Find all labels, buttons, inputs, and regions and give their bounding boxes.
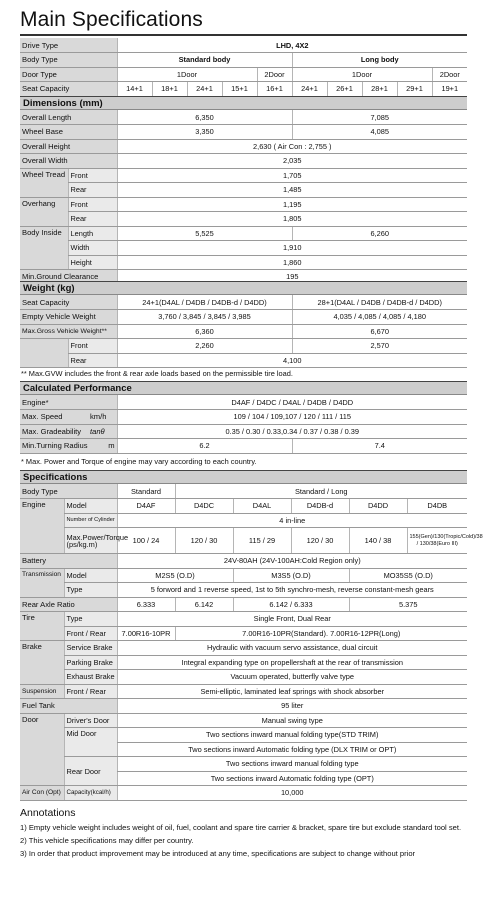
sublabel: Model xyxy=(64,568,117,583)
row-body-type xyxy=(20,53,467,68)
value: 6.142 / 6.333 xyxy=(233,597,349,612)
value: 6,670 xyxy=(292,324,467,339)
row-suspension xyxy=(20,684,467,699)
value: 195 xyxy=(117,270,467,285)
label: Transmission xyxy=(20,568,64,597)
value: LHD, 4X2 xyxy=(117,38,467,53)
value: 7.4 xyxy=(292,439,467,454)
sublabel: Driver's Door xyxy=(64,713,117,728)
value: 2,570 xyxy=(292,339,467,354)
row-door-type xyxy=(20,67,467,82)
row-brake-exhaust xyxy=(20,670,467,685)
row-overall-length xyxy=(20,110,467,125)
row-seat-capacity xyxy=(20,82,467,97)
value: 2,260 xyxy=(117,339,292,354)
value: Single Front, Dual Rear xyxy=(117,612,467,627)
value: 1,705 xyxy=(117,168,467,183)
value: M3S5 (O.D) xyxy=(233,568,349,583)
label: Wheel Tread xyxy=(20,168,68,197)
value: 120 / 30 xyxy=(291,528,349,554)
value: 2,035 xyxy=(117,154,467,169)
row-power xyxy=(20,528,467,554)
value: 29+1 xyxy=(397,82,432,97)
value: 16+1 xyxy=(257,82,292,97)
row-empty-weight xyxy=(20,310,467,325)
value: 24+1 xyxy=(187,82,222,97)
sublabel: Rear xyxy=(68,353,117,368)
value: 4,085 xyxy=(292,125,467,140)
label: Tire xyxy=(20,612,64,641)
specifications-section xyxy=(20,470,483,801)
value: 1Door xyxy=(117,67,257,82)
label: Empty Vehicle Weight xyxy=(20,310,117,325)
sublabel: Service Brake xyxy=(64,641,117,656)
row-gvw-rear xyxy=(20,353,467,368)
value: 28+1(D4AL / D4DB / D4DB-d / D4DD) xyxy=(292,295,467,310)
performance-note: * Max. Power and Torque of engine may vary according to each country. xyxy=(21,456,257,466)
value: 2,630 ( Air Con : 2,755 ) xyxy=(117,139,467,154)
value: Long body xyxy=(292,53,467,68)
main-table xyxy=(20,38,467,97)
row-brake-parking xyxy=(20,655,467,670)
sublabel: Front xyxy=(68,197,117,212)
label-blank xyxy=(20,339,68,368)
value: D4AF xyxy=(117,499,175,514)
sublabel: Parking Brake xyxy=(64,655,117,670)
value: MO35S5 (O.D) xyxy=(349,568,467,583)
value: 7.00R16-10PR(Standard). 7.00R16-12PR(Long) xyxy=(175,626,467,641)
row-tire-type xyxy=(20,612,467,627)
sublabel: Front / Rear xyxy=(64,684,117,699)
value: 1,195 xyxy=(117,197,467,212)
label: Drive Type xyxy=(20,38,117,53)
sublabel: Number of Cylinder xyxy=(64,513,117,528)
label: Fuel Tank xyxy=(20,699,117,714)
value: 115 / 29 xyxy=(233,528,291,554)
annotation-item: 3) In order that product improvement may be introduced at any time, specifications are subject to change without prior xyxy=(20,848,416,858)
value: 6,360 xyxy=(117,324,292,339)
label: Max. Speed xyxy=(20,410,88,425)
value: Two sections inward Automatic folding type (OPT) xyxy=(117,771,467,786)
row-axle xyxy=(20,597,467,612)
value: 7.00R16-10PR xyxy=(117,626,175,641)
row-fuel xyxy=(20,699,467,714)
unit: km/h xyxy=(88,410,117,425)
value: 1,485 xyxy=(117,183,467,198)
unit: m xyxy=(88,439,117,454)
row-overhang-front xyxy=(20,197,467,212)
value: M2S5 (O.D) xyxy=(117,568,233,583)
row-gvw-front xyxy=(20,339,467,354)
value: 18+1 xyxy=(152,82,187,97)
unit: tanθ xyxy=(88,424,117,439)
value: 1,805 xyxy=(117,212,467,227)
value: 120 / 30 xyxy=(175,528,233,554)
annotation-item: 1) Empty vehicle weight includes weight of oil, fuel, coolant and spare tire carrier & bracket, spare tire but exclude standard tool set. xyxy=(20,823,462,832)
row-turning-radius xyxy=(20,439,467,454)
value: D4AL xyxy=(233,499,291,514)
label: Max. Gradeability xyxy=(20,424,88,439)
label: Door xyxy=(20,713,64,786)
row-max-speed xyxy=(20,410,467,425)
sublabel: Exhaust Brake xyxy=(64,670,117,685)
page-title: Main Specifications xyxy=(20,8,203,31)
annotation-item: 2) This vehicle specifications may differ per country. xyxy=(20,835,194,845)
value: 28+1 xyxy=(362,82,397,97)
section-header: Weight (kg) xyxy=(20,281,467,295)
value: 0.35 / 0.30 / 0.33,0.34 / 0.37 / 0.38 / 0.39 xyxy=(117,424,467,439)
label: Suspension xyxy=(20,684,64,699)
value: Integral expanding type on propellershaft at the rear of transmission xyxy=(117,655,467,670)
row-engine-model xyxy=(20,499,467,514)
label: Body Type xyxy=(20,53,117,68)
row-aircon xyxy=(20,786,467,801)
value: 6.333 xyxy=(117,597,175,612)
value: 10,000 xyxy=(117,786,467,801)
value: 155(Gen)/130(Tropic/Cold)/38 / 130/38(Euro III) xyxy=(407,528,467,554)
row-body-inside-height xyxy=(20,255,467,270)
value: 1Door xyxy=(292,67,432,82)
value: Standard body xyxy=(117,53,292,68)
value: Hydraulic with vacuum servo assistance, dual circuit xyxy=(117,641,467,656)
label: Wheel Base xyxy=(20,125,117,140)
sublabel: Rear xyxy=(68,183,117,198)
value: D4DD xyxy=(349,499,407,514)
section-header: Calculated Performance xyxy=(20,381,467,395)
row-door-driver xyxy=(20,713,467,728)
label: Body Type xyxy=(20,484,117,499)
sublabel: Rear xyxy=(68,212,117,227)
label: Overall Length xyxy=(20,110,117,125)
row-body-inside-length xyxy=(20,226,467,241)
label: Overall Width xyxy=(20,154,117,169)
value: 19+1 xyxy=(432,82,467,97)
label: Brake xyxy=(20,641,64,685)
row-trans-model xyxy=(20,568,467,583)
value: 100 / 24 xyxy=(117,528,175,554)
label: Engine xyxy=(20,499,64,554)
sublabel: Length xyxy=(68,226,117,241)
value: Standard xyxy=(117,484,175,499)
row-spec-body xyxy=(20,484,467,499)
sublabel: Model xyxy=(64,499,117,514)
row-body-inside-width xyxy=(20,241,467,256)
annotations-list xyxy=(20,822,470,860)
value: D4DC xyxy=(175,499,233,514)
value: Semi-elliptic, laminated leaf springs with shock absorber xyxy=(117,684,467,699)
value: Manual swing type xyxy=(117,713,467,728)
row-wheel-tread-rear xyxy=(20,183,467,198)
sublabel: Capacity(kcal/h) xyxy=(64,786,117,801)
label: Max.Gross Vehicle Weight** xyxy=(20,324,117,339)
value: 24+1 xyxy=(292,82,327,97)
annotations-title: Annotations xyxy=(20,807,76,819)
row-trans-type xyxy=(20,583,467,598)
row-overall-height xyxy=(20,139,467,154)
row-gvw xyxy=(20,324,467,339)
value: D4DB-d xyxy=(291,499,349,514)
label: Seat Capacity xyxy=(20,82,117,97)
sublabel: Type xyxy=(64,583,117,598)
value: 140 / 38 xyxy=(349,528,407,554)
label: Overhang xyxy=(20,197,68,226)
value: Two sections inward Automatic folding type (DLX TRIM or OPT) xyxy=(117,742,467,757)
label: Battery xyxy=(20,554,117,569)
value: Vacuum operated, butterfly valve type xyxy=(117,670,467,685)
sublabel: Width xyxy=(68,241,117,256)
value: 24V-80AH (24V-100AH:Cold Region only) xyxy=(117,554,467,569)
row-door-rear-1 xyxy=(20,757,467,772)
sublabel: Front xyxy=(68,339,117,354)
value: 3,350 xyxy=(117,125,292,140)
value: 1,860 xyxy=(117,255,467,270)
sublabel: Rear Door xyxy=(64,757,117,786)
row-weight-seat xyxy=(20,295,467,310)
value: 4 in-line xyxy=(117,513,467,528)
weight-section xyxy=(20,281,467,380)
label: Engine* xyxy=(20,395,117,410)
value: 95 liter xyxy=(117,699,467,714)
value: 5.375 xyxy=(349,597,467,612)
weight-note: ** Max.GVW includes the front & rear axle loads based on the permissible tire load. xyxy=(21,369,293,378)
row-battery xyxy=(20,554,467,569)
row-cylinders xyxy=(20,513,467,528)
label: Overall Height xyxy=(20,139,117,154)
value: 26+1 xyxy=(327,82,362,97)
label: Seat Capacity xyxy=(20,295,117,310)
value: D4DB xyxy=(407,499,467,514)
value: 1,910 xyxy=(117,241,467,256)
label: Min.Turning Radius xyxy=(20,439,88,454)
label: Air Con (Opt) xyxy=(20,786,64,801)
row-drive-type xyxy=(20,38,467,53)
label: Rear Axle Ratio xyxy=(20,597,117,612)
row-wheel-base xyxy=(20,125,467,140)
section-header: Dimensions (mm) xyxy=(20,96,467,110)
value: 6.142 xyxy=(175,597,233,612)
value: 5 forword and 1 reverse speed, 1st to 5th synchro-mesh, reverse constant-mesh gears xyxy=(117,583,467,598)
title-rule xyxy=(20,34,467,36)
value: 4,035 / 4,085 / 4,085 / 4,180 xyxy=(292,310,467,325)
row-wheel-tread-front xyxy=(20,168,467,183)
value: 6,350 xyxy=(117,110,292,125)
value: D4AF / D4DC / D4AL / D4DB / D4DD xyxy=(117,395,467,410)
performance-section xyxy=(20,381,467,468)
value: 24+1(D4AL / D4DB / D4DB-d / D4DD) xyxy=(117,295,292,310)
sublabel: Mid Door xyxy=(64,728,117,757)
value: Standard / Long xyxy=(175,484,467,499)
row-tire-fr xyxy=(20,626,467,641)
row-engine xyxy=(20,395,467,410)
sublabel: Front xyxy=(68,168,117,183)
row-brake-service xyxy=(20,641,467,656)
value: Two sections inward manual folding type(STD TRIM) xyxy=(117,728,467,743)
sublabel: Front / Rear xyxy=(64,626,117,641)
sublabel: Max.Power/Torque (ps/kg.m) xyxy=(64,528,117,554)
label: Door Type xyxy=(20,67,117,82)
value: 6,260 xyxy=(292,226,467,241)
row-door-mid-1 xyxy=(20,728,467,743)
sublabel: Height xyxy=(68,255,117,270)
value: 15+1 xyxy=(222,82,257,97)
sublabel: Type xyxy=(64,612,117,627)
value: 3,760 / 3,845 / 3,845 / 3,985 xyxy=(117,310,292,325)
value: Two sections inward manual folding type xyxy=(117,757,467,772)
value: 109 / 104 / 109,107 / 120 / 111 / 115 xyxy=(117,410,467,425)
value: 5,525 xyxy=(117,226,292,241)
label: Body Inside xyxy=(20,226,68,270)
row-overall-width xyxy=(20,154,467,169)
value: 4,100 xyxy=(117,353,467,368)
value: 7,085 xyxy=(292,110,467,125)
value: 6.2 xyxy=(117,439,292,454)
section-header: Specifications xyxy=(20,470,467,484)
value: 2Door xyxy=(257,67,292,82)
value: 14+1 xyxy=(117,82,152,97)
value: 2Door xyxy=(432,67,467,82)
dimensions-section xyxy=(20,96,467,285)
row-gradeability xyxy=(20,424,467,439)
label: Min.Ground Clearance xyxy=(20,270,117,285)
row-overhang-rear xyxy=(20,212,467,227)
